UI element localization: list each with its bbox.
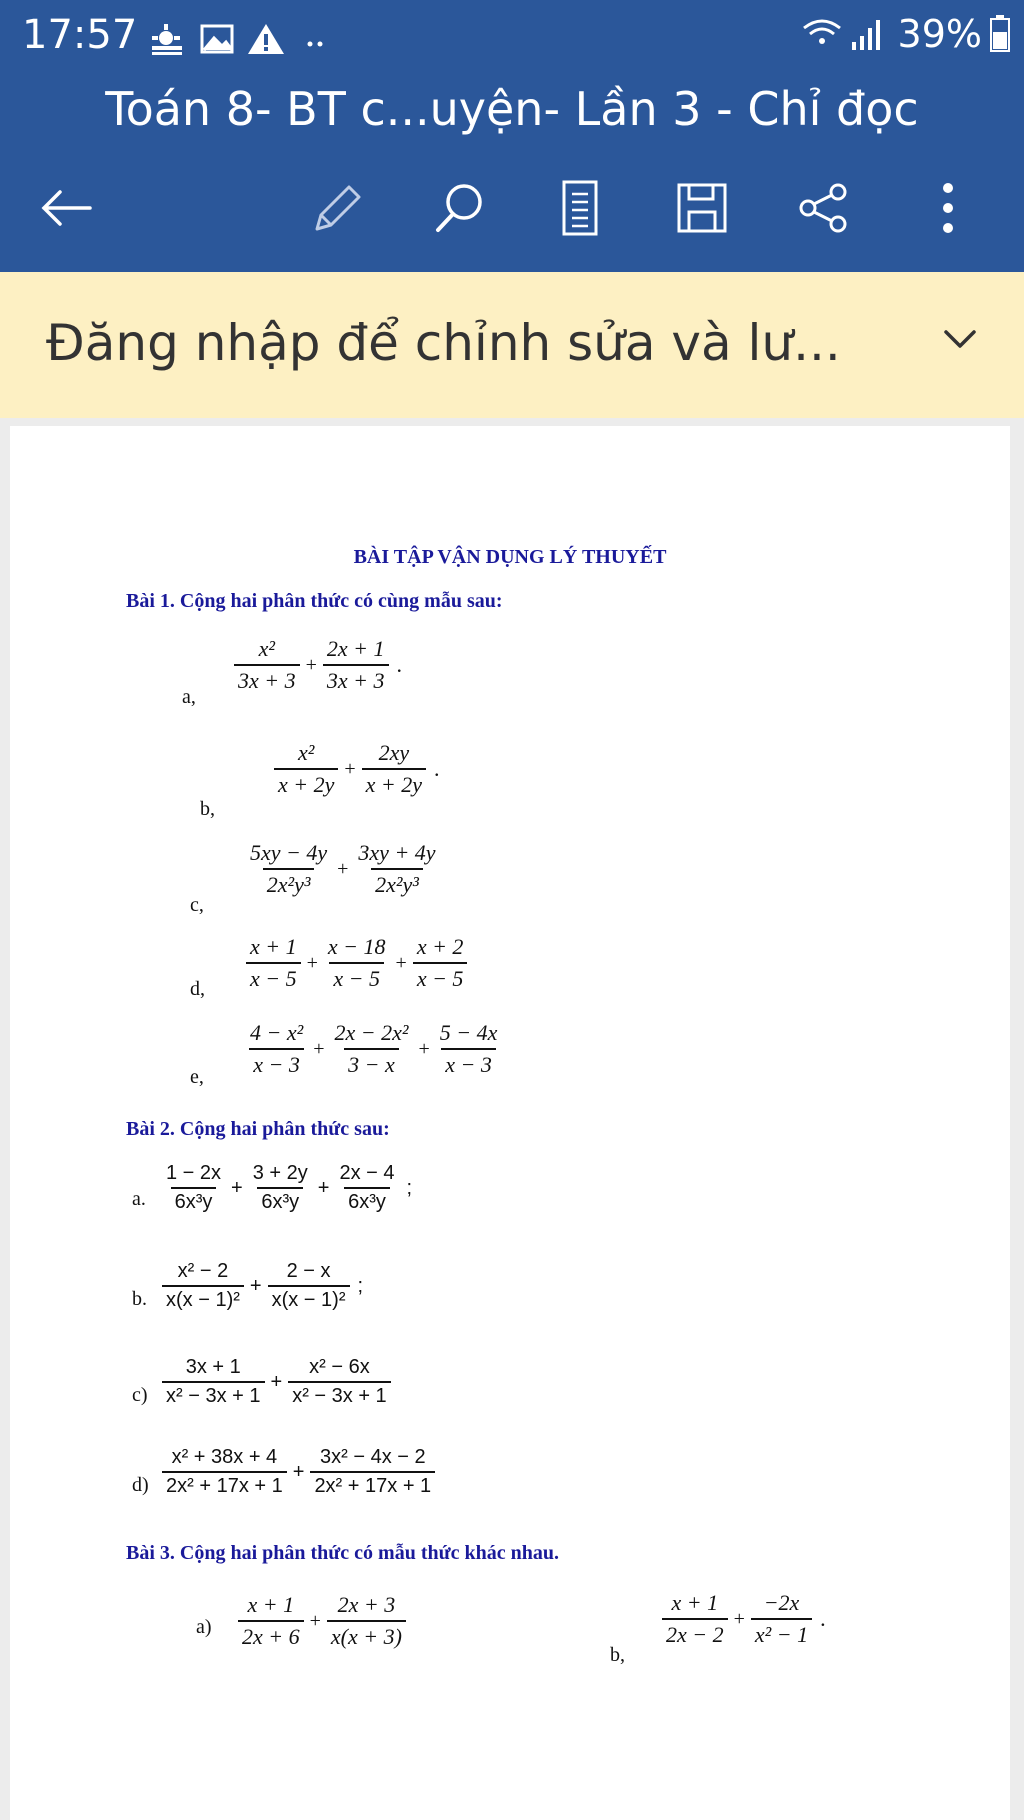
weather-icon <box>152 24 182 55</box>
fraction <box>288 1356 391 1408</box>
fraction <box>246 840 331 898</box>
exercise-label: a) <box>196 1616 212 1638</box>
operator: + <box>292 1460 305 1483</box>
fraction <box>327 1592 406 1650</box>
document-title: Toán 8- BT c...uyện- Lần 3 - Chỉ đọc <box>105 82 919 136</box>
denominator: 2x²y³ <box>263 868 315 898</box>
toolbar <box>0 168 1024 248</box>
numerator: x − 18 <box>327 934 386 959</box>
equation <box>236 1592 408 1650</box>
pencil-icon <box>309 181 363 235</box>
operator: + <box>395 951 407 974</box>
denominator: 2x² + 17x + 1 <box>162 1471 287 1498</box>
denominator: 6x³y <box>344 1187 390 1214</box>
denominator: 3 − x <box>344 1048 399 1078</box>
denominator: 2x − 2 <box>662 1618 728 1648</box>
denominator: x + 2y <box>362 768 426 798</box>
share-button[interactable] <box>784 168 864 248</box>
numerator: x + 1 <box>247 1592 295 1617</box>
numerator: x² + 38x + 4 <box>171 1446 278 1468</box>
denominator: 3x + 3 <box>323 664 389 694</box>
fraction <box>162 1356 265 1408</box>
denominator: x − 5 <box>246 962 301 992</box>
fraction <box>234 636 300 694</box>
section-title-bai-3: Bài 3. Cộng hai phân thức có mẫu thức khác nhau. <box>126 1542 559 1564</box>
exercise-label: d, <box>190 978 205 1000</box>
wifi-signal-icon <box>800 14 890 54</box>
exercise-label: b, <box>200 798 215 820</box>
numerator: x + 2 <box>416 934 464 959</box>
denominator: 2x²y³ <box>371 868 423 898</box>
denominator: x² − 1 <box>751 1618 812 1648</box>
punctuation: ; <box>357 1274 364 1297</box>
numerator: x + 1 <box>250 934 297 959</box>
fraction <box>162 1446 287 1498</box>
fraction <box>662 1590 728 1648</box>
exercise-label: e, <box>190 1066 204 1088</box>
status-bar <box>0 0 1024 76</box>
equation <box>160 1162 412 1214</box>
operator: + <box>337 857 349 880</box>
operator: + <box>305 653 317 676</box>
fraction <box>324 934 390 992</box>
fraction <box>238 1592 304 1650</box>
fraction <box>246 934 301 992</box>
edit-button[interactable] <box>296 168 376 248</box>
numerator: 2x − 4 <box>339 1162 395 1184</box>
denominator: 3x + 3 <box>234 664 300 694</box>
numerator: 5 − 4x <box>439 1020 498 1045</box>
fraction <box>268 1260 350 1312</box>
denominator: x − 3 <box>441 1048 496 1078</box>
battery-percent: 39% <box>897 12 982 56</box>
denominator: x − 3 <box>249 1048 304 1078</box>
more-notifications-icon <box>308 42 323 47</box>
numerator: x² − 2 <box>177 1260 229 1282</box>
reading-view-button[interactable] <box>540 168 620 248</box>
warning-icon <box>248 24 284 54</box>
operator: + <box>270 1370 283 1393</box>
operator: + <box>231 1176 243 1199</box>
document-page[interactable] <box>10 426 1010 1820</box>
exercise-label: a, <box>182 686 196 708</box>
numerator: 2 − x <box>286 1260 331 1282</box>
numerator: 2x + 1 <box>326 636 385 661</box>
punctuation: . <box>434 756 440 781</box>
numerator: 5xy − 4y <box>250 840 328 865</box>
punctuation: . <box>396 652 403 677</box>
chevron-down-icon[interactable] <box>940 318 980 358</box>
save-icon <box>676 182 728 234</box>
equation <box>244 1020 503 1078</box>
equation <box>660 1590 826 1648</box>
equation <box>160 1446 437 1498</box>
numerator: 2x + 3 <box>337 1592 396 1617</box>
save-button[interactable] <box>662 168 742 248</box>
denominator: 6x³y <box>171 1187 217 1214</box>
sign-in-banner-text: Đăng nhập để chỉnh sửa và lư... <box>46 314 841 372</box>
numerator: x² <box>298 740 315 765</box>
fraction <box>162 1162 225 1214</box>
exercise-label: c, <box>190 894 204 916</box>
operator: + <box>249 1274 262 1297</box>
fraction <box>274 740 338 798</box>
equation <box>232 636 402 694</box>
document-view-icon <box>560 180 600 236</box>
equation <box>244 840 442 898</box>
denominator: x² − 3x + 1 <box>288 1381 391 1408</box>
equation <box>160 1260 363 1312</box>
denominator: 6x³y <box>257 1187 303 1214</box>
search-button[interactable] <box>420 168 500 248</box>
fraction <box>249 1162 312 1214</box>
numerator: x² − 6x <box>309 1356 370 1378</box>
denominator: x² − 3x + 1 <box>162 1381 265 1408</box>
back-arrow-icon <box>36 188 96 228</box>
numerator: x + 1 <box>671 1590 719 1615</box>
status-time: 17:57 <box>22 12 138 58</box>
share-icon <box>796 180 852 236</box>
numerator: 3x + 1 <box>185 1356 241 1378</box>
denominator: x(x − 1)² <box>268 1285 350 1312</box>
operator: + <box>317 1176 330 1199</box>
operator: + <box>733 1607 745 1630</box>
numerator: 3 + 2y <box>252 1162 308 1184</box>
exercise-label: a. <box>132 1188 146 1210</box>
operator: + <box>344 757 356 780</box>
numerator: −2x <box>763 1590 800 1615</box>
fraction <box>162 1260 244 1312</box>
operator: + <box>418 1037 430 1060</box>
status-icons <box>148 16 338 67</box>
operator: + <box>313 1037 325 1060</box>
document-content <box>10 426 1010 1820</box>
section-title-bai-2: Bài 2. Cộng hai phân thức sau: <box>126 1118 390 1140</box>
exercise-label: c) <box>132 1384 148 1406</box>
equation <box>272 740 440 798</box>
fraction <box>436 1020 502 1078</box>
equation <box>244 934 469 992</box>
back-button[interactable] <box>26 168 106 248</box>
denominator: x(x + 3) <box>327 1620 406 1650</box>
sign-in-banner[interactable] <box>0 272 1024 418</box>
fraction <box>335 1162 398 1214</box>
fraction <box>362 740 426 798</box>
gallery-icon <box>202 26 232 52</box>
equation <box>160 1356 393 1408</box>
numerator: 2xy <box>378 740 410 765</box>
operator: + <box>306 951 318 974</box>
exercise-label: d) <box>132 1474 149 1496</box>
denominator: 2x² + 17x + 1 <box>310 1471 435 1498</box>
denominator: x(x − 1)² <box>162 1285 244 1312</box>
denominator: x − 5 <box>413 962 468 992</box>
more-options-button[interactable] <box>908 168 988 248</box>
numerator: 1 − 2x <box>166 1162 222 1184</box>
denominator: x + 2y <box>274 768 338 798</box>
punctuation: . <box>820 1606 826 1631</box>
fraction <box>413 934 468 992</box>
fraction <box>751 1590 812 1648</box>
denominator: 2x + 6 <box>238 1620 304 1650</box>
fraction <box>323 636 389 694</box>
search-icon <box>432 180 488 236</box>
fraction <box>310 1446 435 1498</box>
numerator: x² <box>258 636 275 661</box>
fraction <box>331 1020 413 1078</box>
doc-heading: BÀI TẬP VẬN DỤNG LÝ THUYẾT <box>353 546 667 568</box>
exercise-label: b. <box>132 1288 147 1310</box>
numerator: 4 − x² <box>250 1020 304 1045</box>
app-header <box>0 0 1024 272</box>
punctuation: ; <box>406 1176 413 1199</box>
more-vertical-icon <box>938 180 958 236</box>
section-title-bai-1: Bài 1. Cộng hai phân thức có cùng mẫu sau: <box>126 590 503 612</box>
numerator: 3xy + 4y <box>358 840 436 865</box>
status-right <box>800 12 1010 56</box>
fraction <box>354 840 439 898</box>
battery-icon <box>990 15 1010 53</box>
numerator: 3x² − 4x − 2 <box>320 1446 426 1468</box>
numerator: 2x − 2x² <box>334 1020 409 1045</box>
denominator: x − 5 <box>329 962 384 992</box>
fraction <box>246 1020 307 1078</box>
operator: + <box>309 1609 321 1632</box>
exercise-label: b, <box>610 1644 625 1666</box>
